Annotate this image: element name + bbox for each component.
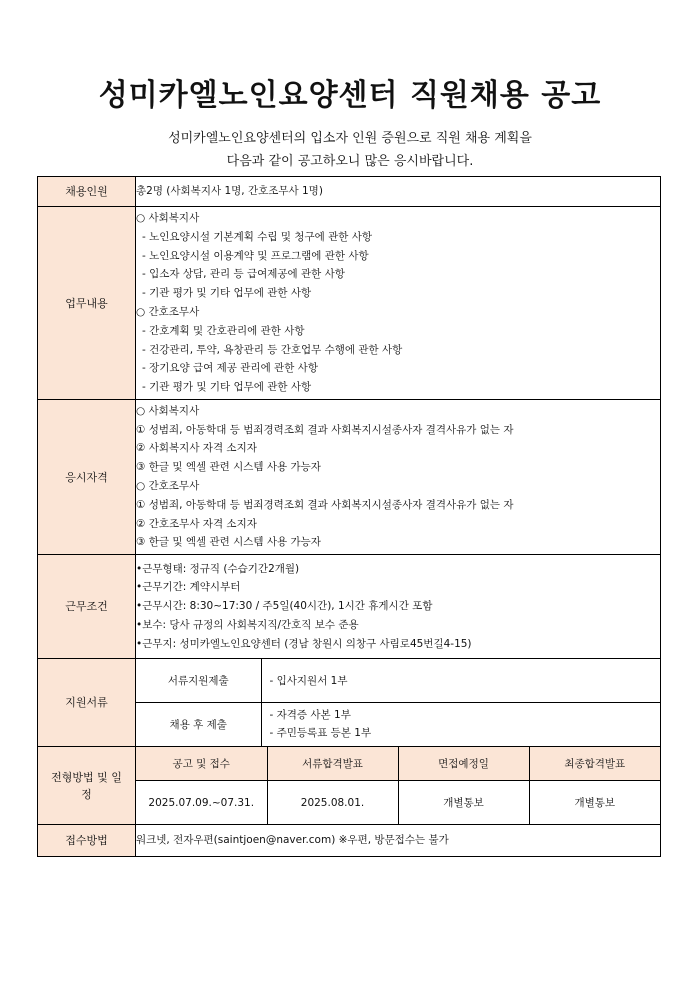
schedule-value: 2025.07.09.~07.31.: [136, 781, 267, 825]
row-conditions: [38, 555, 661, 659]
qualification-line: ② 간호조무사 자격 소지자: [136, 517, 257, 530]
schedule-value: 2025.08.01.: [267, 781, 398, 825]
duties-line: - 노인요양시설 이용계약 및 프로그램에 관한 사항: [142, 249, 369, 262]
apply-text: 워크넷, 전자우편(saintjoen@naver.com) ※우편, 방문접수는 불가: [136, 825, 661, 857]
condition-line: •보수: 당사 규정의 사회복지직/간호직 보수 준용: [136, 618, 359, 631]
duties-line: - 노인요양시설 기본계획 수립 및 청구에 관한 사항: [142, 230, 373, 243]
documents-table: [136, 659, 660, 746]
intro-line-1: 성미카엘노인요양센터의 입소자 인원 증원으로 직원 채용 계획을: [168, 131, 532, 146]
label-conditions: 근무조건: [38, 555, 136, 659]
schedule-header: 공고 및 접수: [136, 747, 267, 781]
label-qualifications: 응시자격: [38, 400, 136, 555]
page-title: 성미카엘노인요양센터 직원채용 공고: [98, 78, 602, 113]
qualifications-content: [136, 400, 661, 555]
label-apply: 접수방법: [38, 825, 136, 857]
schedule-header: 면접예정일: [398, 747, 529, 781]
schedule-value: 개별통보: [529, 781, 660, 825]
schedule-header: 최종합격발표: [529, 747, 660, 781]
intro-line-2: 다음과 같이 공고하오니 많은 응시바랍니다.: [226, 154, 474, 169]
doc-second-label: 채용 후 제출: [136, 702, 261, 746]
label-schedule: 전형방법 및 일정: [38, 747, 136, 825]
row-apply: [38, 825, 661, 857]
duties-line: ○ 사회복지사: [136, 212, 200, 225]
duties-line: ○ 간호조무사: [136, 306, 200, 318]
recruit-text: 총2명 (사회복지사 1명, 간호조무사 1명): [136, 177, 661, 207]
row-qualifications: [38, 400, 661, 555]
row-recruit: [38, 177, 661, 207]
qualification-line: ② 사회복지사 자격 소지자: [136, 442, 257, 455]
label-recruit: 채용인원: [38, 177, 136, 207]
qualification-line: ① 성범죄, 아동학대 등 범죄경력조회 결과 사회복지시설종사자 결격사유가 없는 자: [136, 423, 514, 436]
duties-line: - 입소자 상담, 관리 등 급여제공에 관한 사항: [142, 268, 345, 281]
schedule-value: 개별통보: [398, 781, 529, 825]
row-documents: [38, 659, 661, 747]
duties-line: - 기관 평가 및 기타 업무에 관한 사항: [142, 381, 312, 394]
condition-line: •근무형태: 정규직 (수습기간2개월): [136, 562, 300, 575]
condition-line: •근무지: 성미카엘노인요양센터 (경남 창원시 의창구 사림로45번길4-15): [136, 637, 472, 650]
row-duties: [38, 207, 661, 400]
conditions-content: [136, 555, 661, 659]
qualification-line: ○ 간호조무사: [136, 480, 200, 492]
condition-line: •근무시간: 8:30~17:30 / 주5일(40시간), 1시간 휴게시간 포함: [136, 600, 433, 613]
duties-line: - 건강관리, 투약, 욕창관리 등 간호업무 수행에 관한 사항: [142, 343, 403, 356]
qualification-line: ③ 한글 및 엑셀 관련 시스템 사용 가능자: [136, 536, 321, 549]
qualification-line: ① 성범죄, 아동학대 등 범죄경력조회 결과 사회복지시설종사자 결격사유가 없는 자: [136, 498, 514, 511]
schedule-header: 서류합격발표: [267, 747, 398, 781]
doc-second-item: - 자격증 사본 1부: [269, 709, 351, 722]
doc-first-label: 서류지원제출: [136, 659, 261, 702]
doc-first-item: - 입사지원서 1부: [269, 674, 348, 687]
duties-line: - 간호계획 및 간호관리에 관한 사항: [142, 324, 305, 337]
duties-line: - 기관 평가 및 기타 업무에 관한 사항: [142, 287, 312, 300]
condition-line: •근무기간: 계약시부터: [136, 581, 241, 594]
duties-content: [136, 207, 661, 400]
doc-second-item: - 주민등록표 등본 1부: [269, 727, 372, 740]
qualification-line: ③ 한글 및 엑셀 관련 시스템 사용 가능자: [136, 461, 321, 474]
label-duties: 업무내용: [38, 207, 136, 400]
label-documents: 지원서류: [38, 659, 136, 747]
row-schedule: [38, 747, 661, 825]
recruitment-table: [37, 176, 661, 857]
qualification-line: ○ 사회복지사: [136, 404, 200, 417]
duties-line: - 장기요양 급여 제공 관리에 관한 사항: [142, 362, 318, 375]
schedule-table: [136, 747, 660, 824]
